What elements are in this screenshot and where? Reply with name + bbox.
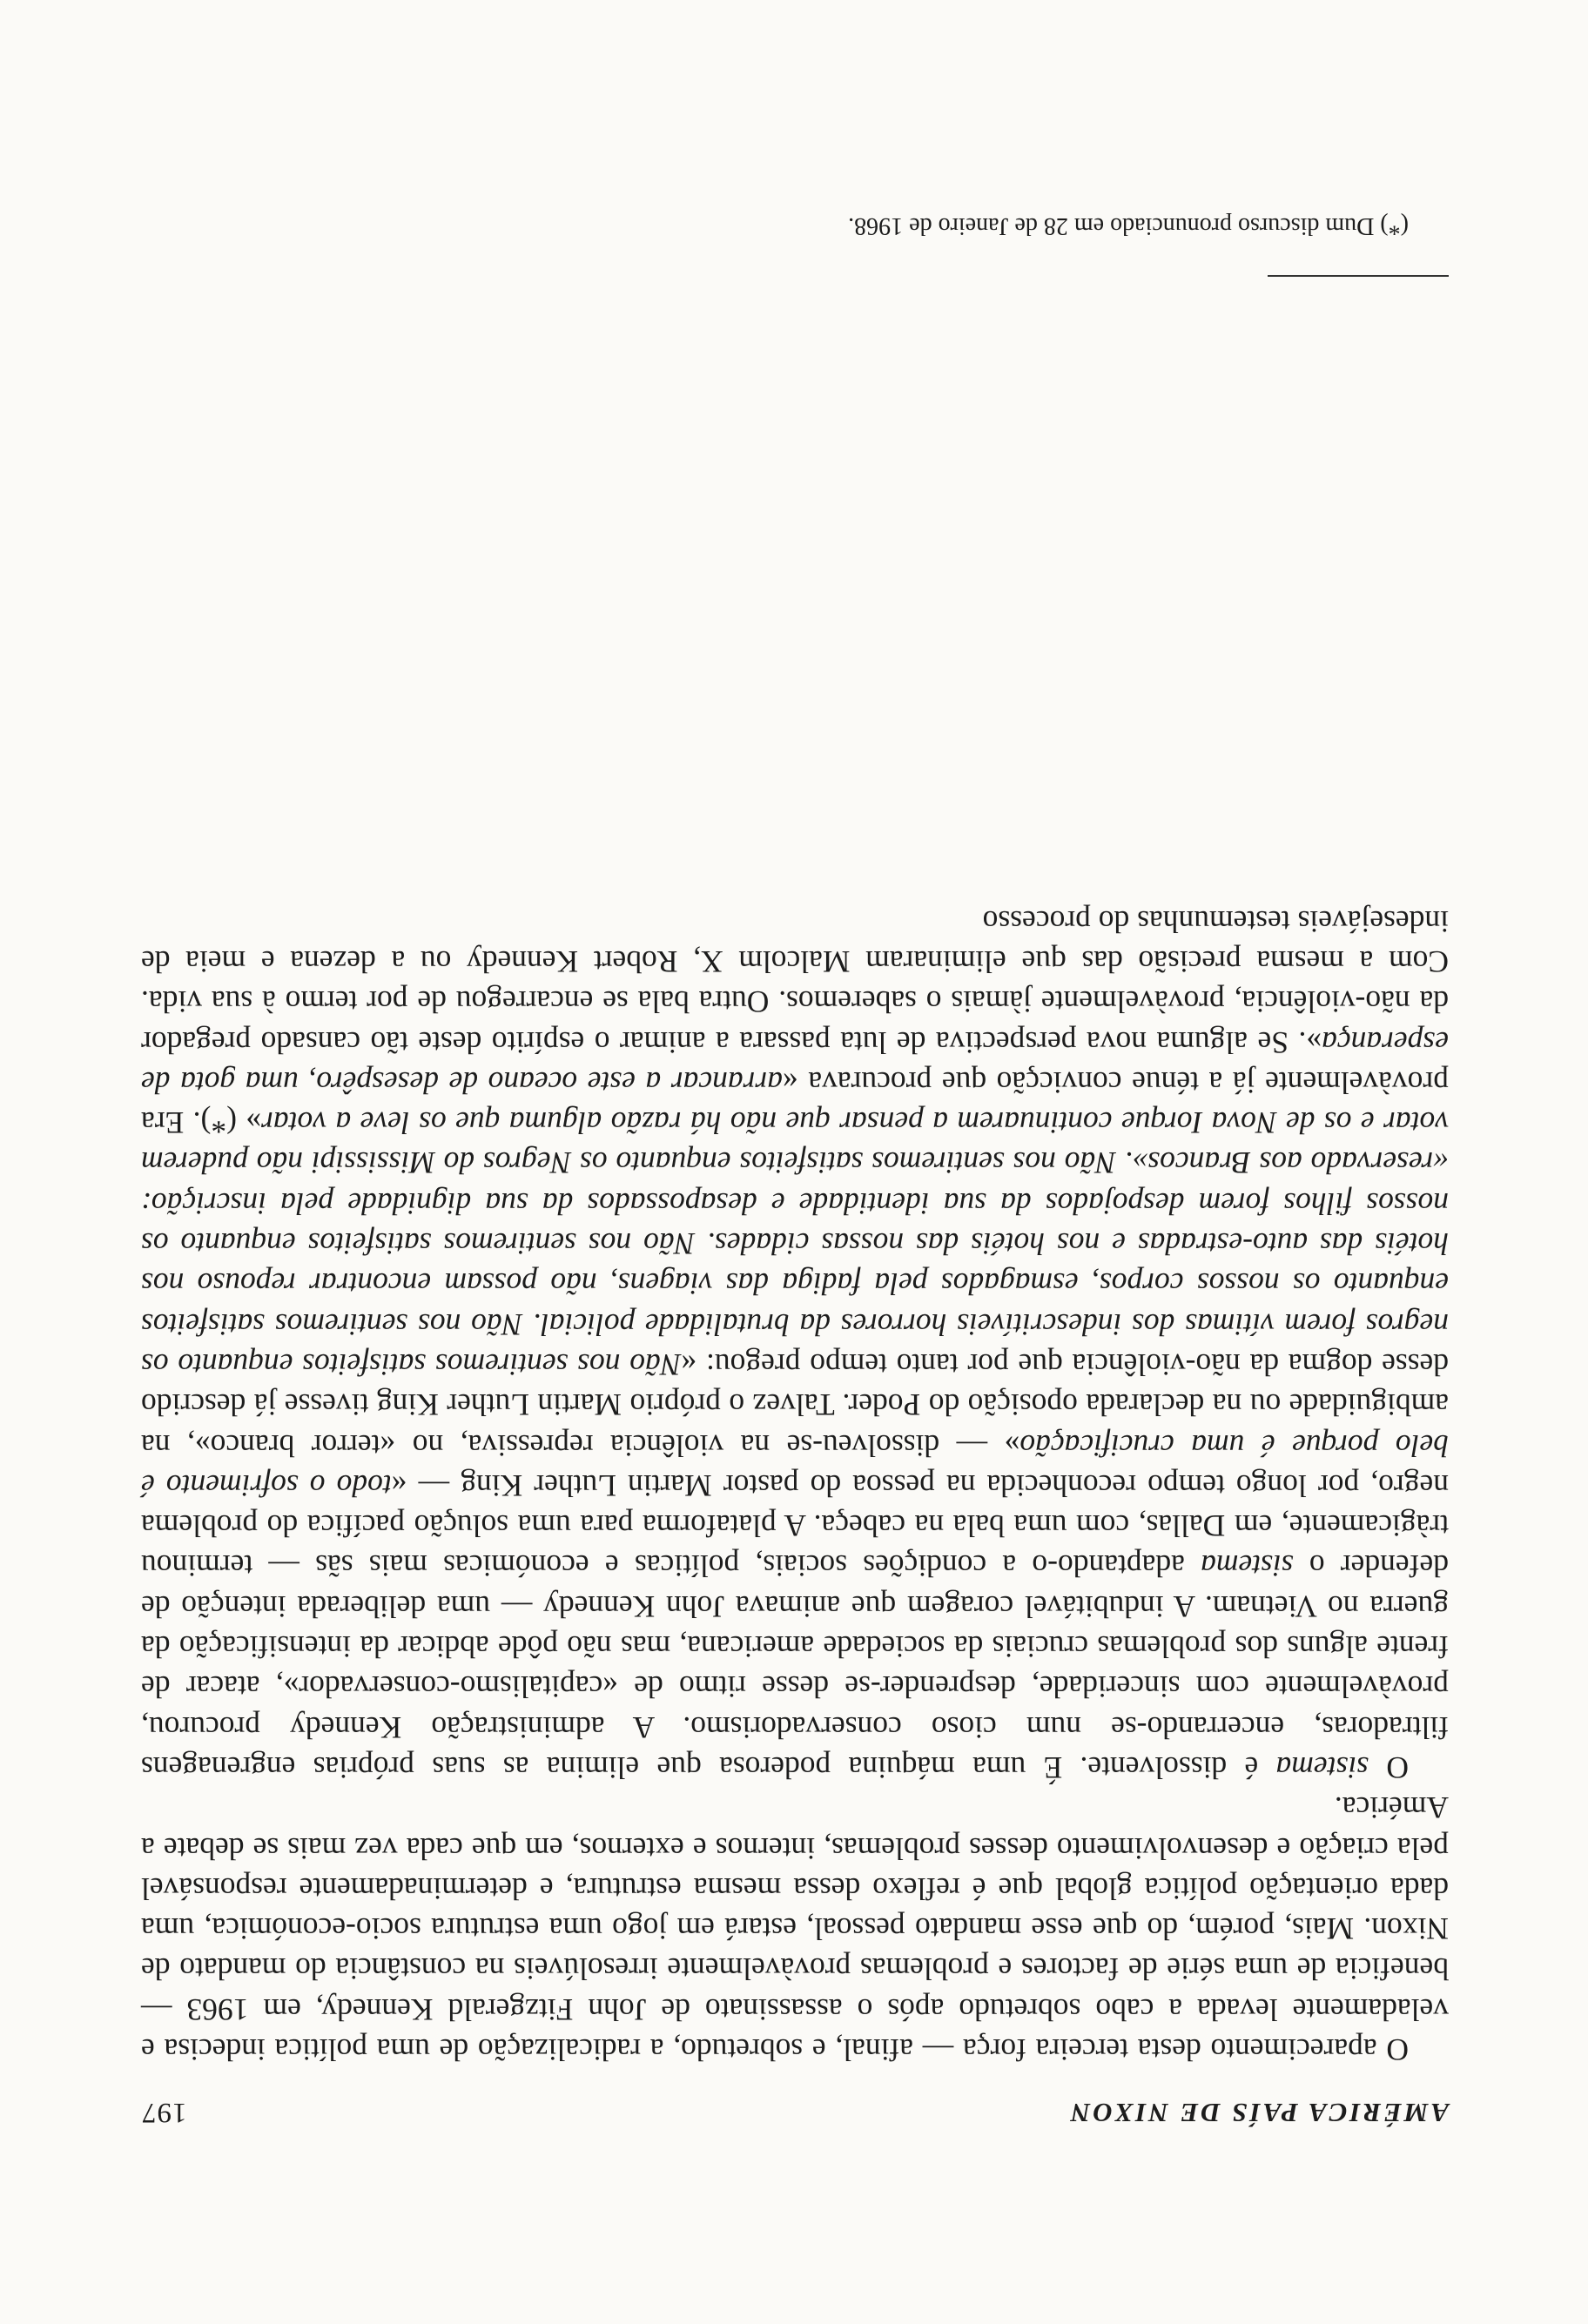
text-run: adaptando-o a condições sociais, políticas e económicas mais sãs — terminou tràgicamente, em Dallas, com uma bala na cabeça. A plataforma para uma solução pacífica do problema negro, por longo tempo reconhecida na pessoa do pastor Martin Luther King — «	[141, 1468, 1449, 1584]
body-text	[141, 901, 1449, 2070]
footnote: (*) Dum discurso pronunciado em 28 de Janeiro de 1968.	[848, 212, 1409, 239]
paragraph	[141, 901, 1449, 1788]
italic-run: arrancar a este oceano de desespêro, uma gota de esperança	[140, 1024, 1449, 1100]
italic-run: Não nos sentiremos satisfeitos enquanto os negros forem vítimas dos indescritíveis horrores da brutalidade policial. Não nos sentiremos satisfeitos enquanto os nossos corpos, esmagados pela fadiga das viagens, não possam encontrar repouso nos hotéis das auto-estradas e nos hotéis das nossas cidades. Não nos sentiremos satisfeitos enquanto os nossos filhos forem despojados da sua identidade e desapossados da sua dignidade pela inscrição: «reservado aos Brancos». Não nos sentiremos satisfeitos enquanto os Negros do Mississipi não puderem votar e os de Nova Iorque continuarem a pensar que não há razão alguma que os leve a votar	[141, 1105, 1449, 1382]
running-head: AMÉRICA PAÍS DE NIXON	[1067, 2098, 1449, 2128]
italic-run: todo o sofrimento é belo porque é uma crucificação	[140, 1427, 1449, 1503]
text-run: O	[1369, 1750, 1409, 1785]
page-number: 197	[141, 2097, 187, 2128]
text-run: » (*). Era provàvelmente já a ténue convicção que procurava «	[141, 1065, 1449, 1141]
paragraph	[141, 1788, 1449, 2070]
text-run: O aparecimento desta terceira força — afinal, e sobretudo, a radicalização de uma política indecisa e veladamente levada a cabo sobretudo após o assassinato de John Fitzgerald Kennedy, em 1963 — beneficia de uma série de factores e problemas provàvelmente irresolúveis na constância do mandato de Nixon. Mais, porém, do que esse mandato pessoal, estará em jogo uma estrutura socio-económica, uma dada orientação política global que é reflexo dessa mesma estrutura, e determinadamente responsável pela criação e desenvolvimento desses problemas, internos e externos, em que cada vez mais se debate a América.	[141, 1790, 1449, 2067]
text-run: ». Se alguma nova perspectiva de luta passara a animar o espírito deste tão cansado pregador da não-violência, provàvelmente jàmais o saberemos. Outra bala se encarregou de por termo à sua vida. Com a mesma precisão das que eliminaram Malcolm X, Robert Kennedy ou a dezena e meia de indesejáveis testemunhas do processo	[141, 903, 1449, 1060]
italic-run: sistema	[1201, 1548, 1294, 1584]
text-run: » — dissolveu-se na violência repressiva, no «terror branco», na ambiguidade ou na declarada oposição do Poder. Talvez o próprio Martin Luther King tivesse já descrido desse dogma da não-violência que por tanto tempo pregou: «	[141, 1347, 1449, 1463]
footnote-rule	[1268, 275, 1449, 277]
text-run: é dissolvente. É uma máquina poderosa que elimina as suas próprias engrenagens filtradoras, encerrando-se num cioso conservadorismo. A administração Kennedy procurou, provàvelmente com sinceridade, desprender-se desse ritmo de «capitalismo-conservador», atacar de frente alguns dos problemas cruciais da sociedade americana, mas não pôde abdicar da intensificação da guerra no Vietnam. A indubitável coragem que animava John Kennedy — uma deliberada intenção de defender o	[140, 1548, 1449, 1785]
italic-run: sistema	[1275, 1750, 1369, 1785]
page-header	[141, 2085, 1449, 2128]
